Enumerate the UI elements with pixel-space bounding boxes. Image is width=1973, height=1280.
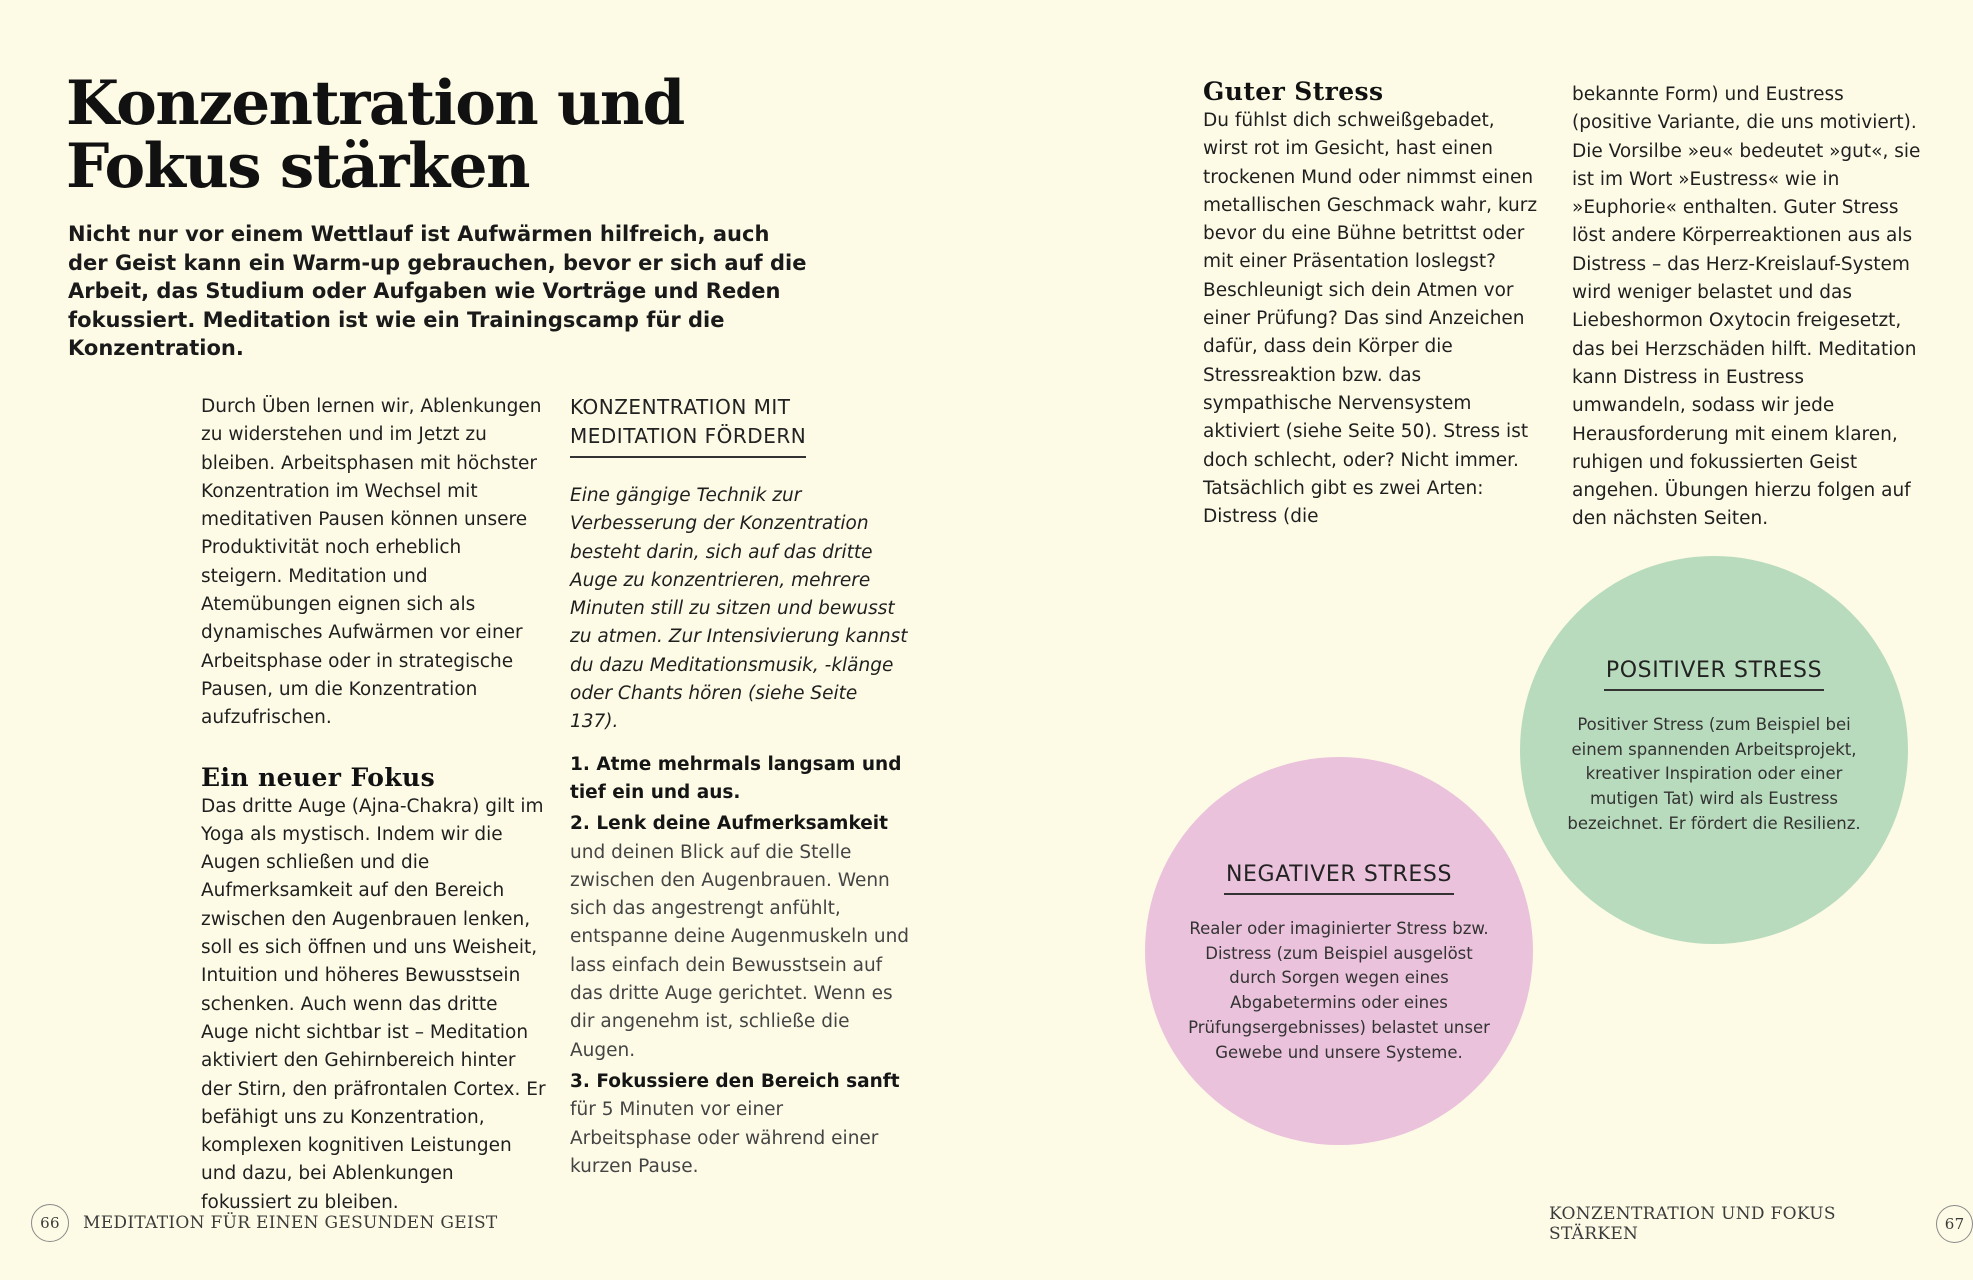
step-3 — [570, 1068, 910, 1181]
column-2 — [570, 393, 910, 1184]
technique-intro: Eine gängige Technik zur Verbesserung der Konzentration besteht darin, sich auf das dritte Auge zu konzentrieren, mehrere Minuten still zu sitzen und bewusst zu atmen. Zur Intensivierung kannst du dazu Meditationsmusik, -klänge oder Chants hören (siehe Seite 137). — [570, 485, 908, 733]
running-title-left: MEDITATION FÜR EINEN GESUNDEN GEIST — [83, 1213, 498, 1233]
step-1 — [570, 751, 910, 808]
column-4 — [1572, 81, 1922, 534]
steps-list — [570, 751, 910, 1181]
page-title-line2: Fokus stärken — [66, 131, 529, 202]
box-heading-line2: MEDITATION FÖRDERN — [570, 424, 807, 448]
positive-stress-title: POSITIVER STRESS — [1604, 656, 1824, 691]
running-title-right: KONZENTRATION UND FOKUS STÄRKEN — [1549, 1204, 1836, 1244]
footer-right — [1549, 1204, 1973, 1244]
step-2-bold: 2. Lenk deine Aufmerksamkeit — [570, 813, 888, 835]
step-1-bold: 1. Atme mehrmals langsam und tief ein und aus. — [570, 753, 902, 803]
box-heading — [570, 393, 806, 458]
negative-stress-text: Realer oder imaginierter Stress bzw. Distress (zum Beispiel ausgelöst durch Sorgen wegen eines Abgabetermins oder eines Prüfungsergebnisses) belastet unser Gewebe und unsere Systeme. — [1188, 919, 1490, 1062]
page-number-right: 67 — [1936, 1205, 1973, 1243]
step-3-bold: 3. Fokussiere den Bereich sanft — [570, 1070, 900, 1092]
column-3 — [1203, 77, 1543, 531]
column-1 — [201, 393, 546, 1217]
positive-stress-circle — [1520, 556, 1908, 944]
step-2-text: und deinen Blick auf die Stelle zwischen den Augenbrauen. Wenn sich das angestrengt anfühlt, entspanne deine Augenmuskeln und lass einfach dein Bewusstsein auf das dritte Auge gerichtet. Wenn es dir angenehm ist, schließe die Augen. — [570, 841, 910, 1061]
subheading-neuer-fokus: Ein neuer Fokus — [201, 762, 436, 792]
page-title-line1: Konzentration und — [66, 68, 684, 139]
box-heading-line1: KONZENTRATION MIT — [570, 395, 791, 419]
column-1-paragraph-2: Das dritte Auge (Ajna-Chakra) gilt im Yoga als mystisch. Indem wir die Augen schließen und die Aufmerksamkeit auf den Bereich zwischen den Augenbrauen lenken, soll es sich öffnen und uns Weisheit, Intuition und höheres Bewusstsein schenken. Auch wenn das dritte Auge nicht sichtbar ist – Meditation aktiviert den Gehirnbereich hinter der Stirn, den präfrontalen Cortex. Er befähigt uns zu Konzentration, komplexen kognitiven Leistungen und dazu, bei Ablenkungen fokussiert zu bleiben. — [201, 795, 546, 1213]
positive-stress-text: Positiver Stress (zum Beispiel bei einem spannenden Arbeitsprojekt, kreativer Inspiration oder einer mutigen Tat) wird als Eustress bezeichnet. Er fördert die Resilienz. — [1567, 715, 1861, 833]
subheading-guter-stress: Guter Stress — [1203, 77, 1384, 106]
step-3-text: für 5 Minuten vor einer Arbeitsphase oder während einer kurzen Pause. — [570, 1099, 879, 1177]
column-4-paragraph: bekannte Form) und Eustress (positive Variante, die uns motiviert). Die Vorsilbe »eu« bedeutet »gut«, sie ist im Wort »Eustress« wie in »Euphorie« enthalten. Guter Stress löst andere Körperreaktionen aus als Distress – das Herz-Kreislauf-System wird weniger belastet und das Liebeshormon Oxytocin freigesetzt, das bei Herzschäden hilft. Meditation kann Distress in Eustress umwandeln, sodass wir jede Herausforderung mit einem klaren, ruhigen und fokussierten Geist angehen. Übungen hierzu folgen auf den nächsten Seiten. — [1572, 84, 1921, 530]
column-3-paragraph: Du fühlst dich schweißgebadet, wirst rot im Gesicht, hast einen trockenen Mund oder nimmst einen metallischen Geschmack wahr, kurz bevor du eine Bühne betrittst oder mit einer Präsentation loslegst? Beschleunigt sich dein Atmen vor einer Prüfung? Das sind Anzeichen dafür, dass dein Körper die Stressreaktion bzw. das sympathische Nervensystem aktiviert (siehe Seite 50). Stress ist doch schlecht, oder? Nicht immer. Tatsächlich gibt es zwei Arten: Distress (die — [1203, 110, 1538, 528]
page-title — [66, 68, 706, 202]
negative-stress-title: NEGATIVER STRESS — [1224, 860, 1454, 895]
column-1-paragraph-1: Durch Üben lernen wir, Ablenkungen zu widerstehen und im Jetzt zu bleiben. Arbeitsphasen mit höchster Konzentration im Wechsel mit meditativen Pausen können unsere Produktivität noch erheblich steigern. Meditation und Atemübungen eignen sich als dynamisches Aufwärmen vor einer Arbeitsphase oder in strategische Pausen, um die Konzentration aufzufrischen. — [201, 396, 542, 729]
intro-paragraph: Nicht nur vor einem Wettlauf ist Aufwärmen hilfreich, auch der Geist kann ein Warm-up gebrauchen, bevor er sich auf die Arbeit, das Studium oder Aufgaben wie Vorträge und Reden fokussiert. Meditation ist wie ein Trainingscamp für die Konzentration. — [68, 222, 807, 360]
negative-stress-circle — [1145, 757, 1533, 1145]
page-number-left: 66 — [31, 1204, 69, 1242]
footer-left — [31, 1204, 498, 1242]
step-2 — [570, 810, 910, 1065]
